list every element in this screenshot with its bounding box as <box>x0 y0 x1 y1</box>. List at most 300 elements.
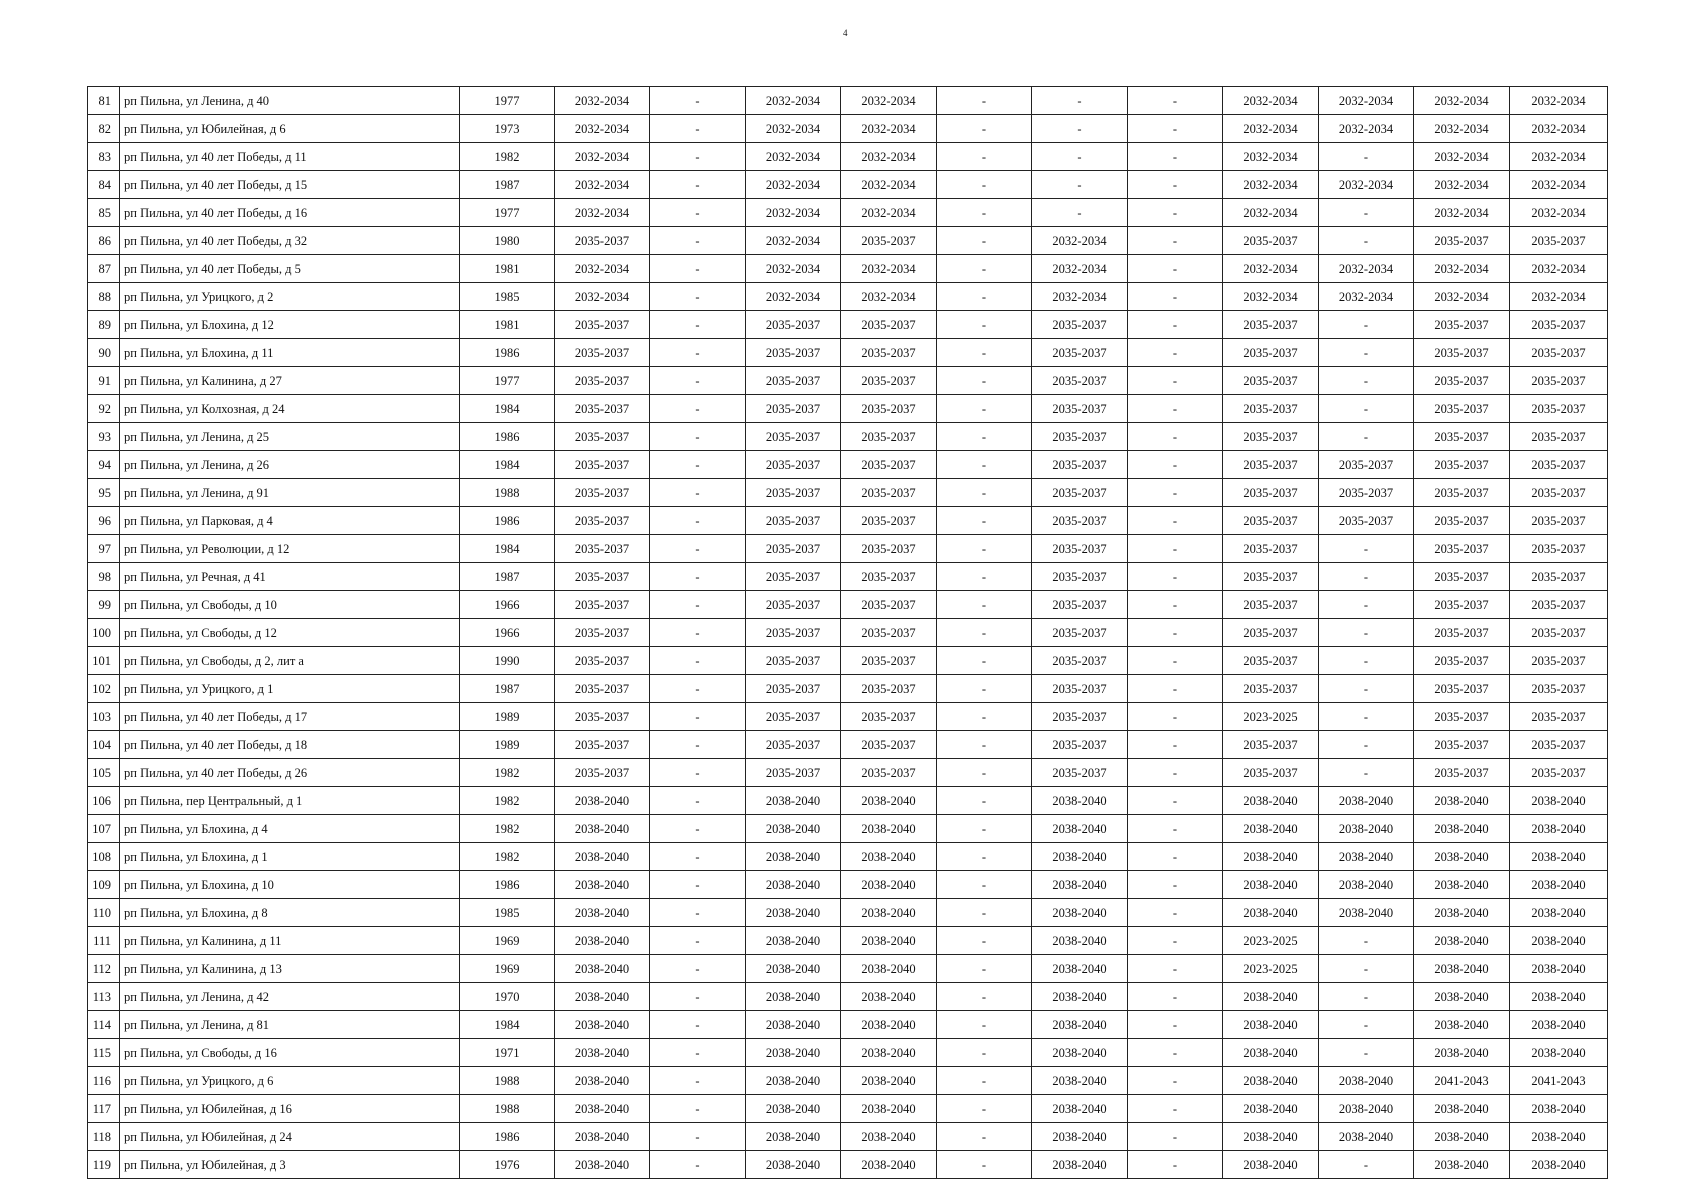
cell-build-year: 1987 <box>460 563 555 591</box>
cell-work-period-4: 2038-2040 <box>841 815 937 843</box>
cell-work-period-8: 2035-2037 <box>1223 675 1319 703</box>
cell-work-period-7: - <box>1128 143 1223 171</box>
cell-work-period-4: 2035-2037 <box>841 311 937 339</box>
cell-work-period-2: - <box>650 815 746 843</box>
cell-build-year: 1984 <box>460 395 555 423</box>
cell-work-period-2: - <box>650 339 746 367</box>
cell-address: рп Пильна, ул Блохина, д 1 <box>120 843 460 871</box>
cell-work-period-7: - <box>1128 395 1223 423</box>
cell-work-period-5: - <box>937 311 1032 339</box>
cell-work-period-9: - <box>1319 199 1414 227</box>
cell-address: рп Пильна, ул Свободы, д 10 <box>120 591 460 619</box>
cell-address: рп Пильна, ул Юбилейная, д 6 <box>120 115 460 143</box>
cell-work-period-3: 2035-2037 <box>746 479 841 507</box>
table-row <box>88 1095 1608 1123</box>
cell-work-period-5: - <box>937 927 1032 955</box>
cell-row-number: 114 <box>88 1011 120 1039</box>
cell-work-period-8: 2038-2040 <box>1223 899 1319 927</box>
cell-work-period-6: 2035-2037 <box>1032 507 1128 535</box>
cell-row-number: 118 <box>88 1123 120 1151</box>
cell-work-period-9: - <box>1319 1011 1414 1039</box>
cell-work-period-6: 2035-2037 <box>1032 479 1128 507</box>
cell-address: рп Пильна, ул Ленина, д 91 <box>120 479 460 507</box>
cell-work-period-4: 2035-2037 <box>841 451 937 479</box>
cell-work-period-2: - <box>650 395 746 423</box>
cell-work-period-3: 2038-2040 <box>746 843 841 871</box>
cell-build-year: 1987 <box>460 171 555 199</box>
table-body <box>88 87 1608 1179</box>
cell-work-period-10: 2035-2037 <box>1414 367 1510 395</box>
cell-work-period-1: 2038-2040 <box>555 955 650 983</box>
cell-work-period-4: 2035-2037 <box>841 731 937 759</box>
cell-work-period-5: - <box>937 367 1032 395</box>
cell-work-period-2: - <box>650 899 746 927</box>
cell-work-period-11: 2038-2040 <box>1510 1123 1608 1151</box>
cell-work-period-5: - <box>937 535 1032 563</box>
cell-work-period-8: 2032-2034 <box>1223 283 1319 311</box>
cell-work-period-5: - <box>937 171 1032 199</box>
cell-work-period-4: 2038-2040 <box>841 1123 937 1151</box>
cell-work-period-8: 2035-2037 <box>1223 507 1319 535</box>
cell-row-number: 93 <box>88 423 120 451</box>
table-row <box>88 395 1608 423</box>
cell-work-period-8: 2035-2037 <box>1223 731 1319 759</box>
cell-work-period-4: 2035-2037 <box>841 591 937 619</box>
cell-work-period-4: 2032-2034 <box>841 143 937 171</box>
cell-build-year: 1977 <box>460 199 555 227</box>
cell-address: рп Пильна, ул Ленина, д 25 <box>120 423 460 451</box>
cell-work-period-9: - <box>1319 395 1414 423</box>
cell-work-period-6: 2035-2037 <box>1032 367 1128 395</box>
cell-work-period-3: 2032-2034 <box>746 283 841 311</box>
cell-work-period-9: - <box>1319 143 1414 171</box>
cell-address: рп Пильна, ул Юбилейная, д 3 <box>120 1151 460 1179</box>
cell-row-number: 84 <box>88 171 120 199</box>
cell-work-period-2: - <box>650 199 746 227</box>
cell-work-period-1: 2038-2040 <box>555 843 650 871</box>
cell-work-period-5: - <box>937 731 1032 759</box>
cell-address: рп Пильна, ул Ленина, д 40 <box>120 87 460 115</box>
cell-work-period-7: - <box>1128 1011 1223 1039</box>
cell-work-period-9: 2032-2034 <box>1319 115 1414 143</box>
cell-build-year: 1971 <box>460 1039 555 1067</box>
cell-work-period-6: 2038-2040 <box>1032 955 1128 983</box>
cell-row-number: 86 <box>88 227 120 255</box>
cell-work-period-10: 2032-2034 <box>1414 115 1510 143</box>
cell-work-period-10: 2032-2034 <box>1414 87 1510 115</box>
cell-row-number: 108 <box>88 843 120 871</box>
cell-work-period-6: - <box>1032 87 1128 115</box>
cell-row-number: 105 <box>88 759 120 787</box>
cell-work-period-7: - <box>1128 255 1223 283</box>
cell-work-period-10: 2035-2037 <box>1414 731 1510 759</box>
table-row <box>88 787 1608 815</box>
cell-address: рп Пильна, ул Калинина, д 11 <box>120 927 460 955</box>
cell-work-period-6: 2035-2037 <box>1032 731 1128 759</box>
cell-work-period-7: - <box>1128 815 1223 843</box>
cell-work-period-10: 2038-2040 <box>1414 1123 1510 1151</box>
cell-build-year: 1973 <box>460 115 555 143</box>
cell-work-period-7: - <box>1128 703 1223 731</box>
cell-work-period-1: 2038-2040 <box>555 1151 650 1179</box>
cell-work-period-8: 2038-2040 <box>1223 815 1319 843</box>
cell-work-period-5: - <box>937 871 1032 899</box>
cell-work-period-7: - <box>1128 339 1223 367</box>
cell-work-period-11: 2035-2037 <box>1510 479 1608 507</box>
cell-build-year: 1986 <box>460 423 555 451</box>
cell-work-period-1: 2032-2034 <box>555 143 650 171</box>
cell-address: рп Пильна, ул 40 лет Победы, д 18 <box>120 731 460 759</box>
cell-work-period-6: 2038-2040 <box>1032 1151 1128 1179</box>
cell-work-period-1: 2032-2034 <box>555 199 650 227</box>
cell-work-period-9: 2032-2034 <box>1319 87 1414 115</box>
cell-work-period-6: - <box>1032 115 1128 143</box>
cell-work-period-11: 2035-2037 <box>1510 451 1608 479</box>
cell-work-period-7: - <box>1128 983 1223 1011</box>
cell-row-number: 109 <box>88 871 120 899</box>
cell-work-period-3: 2035-2037 <box>746 703 841 731</box>
cell-build-year: 1988 <box>460 1067 555 1095</box>
cell-work-period-11: 2035-2037 <box>1510 703 1608 731</box>
cell-work-period-7: - <box>1128 759 1223 787</box>
cell-work-period-11: 2038-2040 <box>1510 983 1608 1011</box>
cell-build-year: 1982 <box>460 759 555 787</box>
cell-work-period-3: 2035-2037 <box>746 423 841 451</box>
cell-work-period-3: 2038-2040 <box>746 1039 841 1067</box>
cell-work-period-4: 2038-2040 <box>841 1151 937 1179</box>
cell-work-period-9: - <box>1319 591 1414 619</box>
cell-work-period-3: 2032-2034 <box>746 115 841 143</box>
cell-row-number: 106 <box>88 787 120 815</box>
cell-work-period-7: - <box>1128 619 1223 647</box>
cell-work-period-4: 2032-2034 <box>841 199 937 227</box>
cell-work-period-6: 2032-2034 <box>1032 255 1128 283</box>
cell-work-period-8: 2035-2037 <box>1223 535 1319 563</box>
cell-work-period-9: - <box>1319 563 1414 591</box>
cell-work-period-6: - <box>1032 143 1128 171</box>
cell-work-period-3: 2038-2040 <box>746 1011 841 1039</box>
cell-work-period-2: - <box>650 563 746 591</box>
cell-row-number: 101 <box>88 647 120 675</box>
cell-work-period-7: - <box>1128 535 1223 563</box>
cell-work-period-11: 2038-2040 <box>1510 927 1608 955</box>
cell-address: рп Пильна, ул 40 лет Победы, д 26 <box>120 759 460 787</box>
cell-build-year: 1990 <box>460 647 555 675</box>
cell-row-number: 115 <box>88 1039 120 1067</box>
cell-work-period-2: - <box>650 171 746 199</box>
cell-work-period-5: - <box>937 647 1032 675</box>
table-row <box>88 479 1608 507</box>
cell-work-period-3: 2035-2037 <box>746 395 841 423</box>
cell-work-period-1: 2035-2037 <box>555 759 650 787</box>
cell-work-period-9: 2038-2040 <box>1319 871 1414 899</box>
cell-work-period-8: 2035-2037 <box>1223 227 1319 255</box>
cell-work-period-10: 2035-2037 <box>1414 507 1510 535</box>
schedule-table <box>87 86 1608 1179</box>
cell-work-period-10: 2035-2037 <box>1414 563 1510 591</box>
cell-row-number: 110 <box>88 899 120 927</box>
cell-work-period-11: 2032-2034 <box>1510 171 1608 199</box>
table-row <box>88 955 1608 983</box>
cell-work-period-7: - <box>1128 731 1223 759</box>
cell-work-period-10: 2038-2040 <box>1414 1039 1510 1067</box>
cell-work-period-5: - <box>937 507 1032 535</box>
cell-work-period-7: - <box>1128 115 1223 143</box>
cell-build-year: 1982 <box>460 815 555 843</box>
cell-address: рп Пильна, ул Блохина, д 11 <box>120 339 460 367</box>
cell-work-period-1: 2038-2040 <box>555 1039 650 1067</box>
cell-work-period-11: 2035-2037 <box>1510 675 1608 703</box>
cell-work-period-8: 2023-2025 <box>1223 927 1319 955</box>
cell-row-number: 99 <box>88 591 120 619</box>
cell-work-period-8: 2038-2040 <box>1223 1151 1319 1179</box>
cell-work-period-5: - <box>937 619 1032 647</box>
cell-work-period-6: 2035-2037 <box>1032 703 1128 731</box>
cell-work-period-3: 2038-2040 <box>746 1095 841 1123</box>
cell-row-number: 89 <box>88 311 120 339</box>
cell-work-period-2: - <box>650 675 746 703</box>
cell-work-period-11: 2038-2040 <box>1510 1011 1608 1039</box>
cell-work-period-6: 2035-2037 <box>1032 311 1128 339</box>
cell-address: рп Пильна, ул Блохина, д 10 <box>120 871 460 899</box>
cell-work-period-7: - <box>1128 899 1223 927</box>
cell-build-year: 1981 <box>460 255 555 283</box>
cell-work-period-10: 2032-2034 <box>1414 199 1510 227</box>
cell-work-period-2: - <box>650 983 746 1011</box>
cell-work-period-7: - <box>1128 1095 1223 1123</box>
cell-work-period-2: - <box>650 1067 746 1095</box>
cell-work-period-2: - <box>650 1095 746 1123</box>
cell-work-period-3: 2035-2037 <box>746 311 841 339</box>
cell-work-period-1: 2035-2037 <box>555 395 650 423</box>
table-row <box>88 591 1608 619</box>
cell-address: рп Пильна, ул Урицкого, д 6 <box>120 1067 460 1095</box>
cell-address: рп Пильна, ул Революции, д 12 <box>120 535 460 563</box>
table-row <box>88 1011 1608 1039</box>
table-row <box>88 759 1608 787</box>
cell-row-number: 119 <box>88 1151 120 1179</box>
cell-work-period-6: 2035-2037 <box>1032 619 1128 647</box>
cell-build-year: 1984 <box>460 535 555 563</box>
cell-work-period-10: 2041-2043 <box>1414 1067 1510 1095</box>
cell-work-period-5: - <box>937 955 1032 983</box>
cell-work-period-2: - <box>650 731 746 759</box>
cell-work-period-1: 2035-2037 <box>555 675 650 703</box>
table-row <box>88 647 1608 675</box>
cell-work-period-8: 2035-2037 <box>1223 367 1319 395</box>
cell-work-period-2: - <box>650 115 746 143</box>
cell-work-period-6: 2038-2040 <box>1032 787 1128 815</box>
cell-work-period-7: - <box>1128 171 1223 199</box>
cell-build-year: 1980 <box>460 227 555 255</box>
cell-build-year: 1969 <box>460 927 555 955</box>
cell-work-period-5: - <box>937 843 1032 871</box>
cell-address: рп Пильна, ул Блохина, д 8 <box>120 899 460 927</box>
cell-work-period-11: 2035-2037 <box>1510 647 1608 675</box>
cell-work-period-7: - <box>1128 1039 1223 1067</box>
cell-work-period-7: - <box>1128 227 1223 255</box>
cell-row-number: 92 <box>88 395 120 423</box>
table-row <box>88 283 1608 311</box>
cell-work-period-9: - <box>1319 311 1414 339</box>
cell-work-period-6: 2038-2040 <box>1032 1039 1128 1067</box>
cell-work-period-2: - <box>650 535 746 563</box>
cell-work-period-11: 2035-2037 <box>1510 395 1608 423</box>
cell-build-year: 1988 <box>460 479 555 507</box>
cell-work-period-4: 2035-2037 <box>841 647 937 675</box>
cell-work-period-7: - <box>1128 1123 1223 1151</box>
page-number: 4 <box>843 28 848 38</box>
cell-work-period-4: 2032-2034 <box>841 115 937 143</box>
cell-work-period-3: 2032-2034 <box>746 171 841 199</box>
cell-work-period-2: - <box>650 843 746 871</box>
cell-work-period-9: - <box>1319 927 1414 955</box>
cell-address: рп Пильна, ул 40 лет Победы, д 11 <box>120 143 460 171</box>
cell-work-period-1: 2032-2034 <box>555 87 650 115</box>
cell-work-period-7: - <box>1128 367 1223 395</box>
cell-work-period-3: 2035-2037 <box>746 591 841 619</box>
cell-work-period-6: 2038-2040 <box>1032 927 1128 955</box>
cell-work-period-10: 2038-2040 <box>1414 787 1510 815</box>
cell-work-period-8: 2035-2037 <box>1223 759 1319 787</box>
cell-work-period-11: 2035-2037 <box>1510 367 1608 395</box>
cell-work-period-7: - <box>1128 283 1223 311</box>
cell-work-period-3: 2035-2037 <box>746 563 841 591</box>
cell-work-period-11: 2032-2034 <box>1510 87 1608 115</box>
table-row <box>88 451 1608 479</box>
cell-work-period-5: - <box>937 703 1032 731</box>
cell-work-period-10: 2035-2037 <box>1414 703 1510 731</box>
cell-work-period-6: 2035-2037 <box>1032 451 1128 479</box>
cell-address: рп Пильна, ул Ленина, д 42 <box>120 983 460 1011</box>
cell-work-period-4: 2038-2040 <box>841 983 937 1011</box>
cell-work-period-3: 2038-2040 <box>746 1067 841 1095</box>
cell-work-period-1: 2038-2040 <box>555 1095 650 1123</box>
cell-work-period-4: 2035-2037 <box>841 563 937 591</box>
cell-work-period-4: 2035-2037 <box>841 703 937 731</box>
cell-work-period-2: - <box>650 703 746 731</box>
cell-work-period-3: 2035-2037 <box>746 535 841 563</box>
cell-work-period-10: 2035-2037 <box>1414 647 1510 675</box>
cell-work-period-2: - <box>650 1151 746 1179</box>
cell-work-period-8: 2035-2037 <box>1223 423 1319 451</box>
table-row <box>88 843 1608 871</box>
cell-work-period-4: 2035-2037 <box>841 619 937 647</box>
cell-work-period-4: 2038-2040 <box>841 871 937 899</box>
cell-work-period-2: - <box>650 1011 746 1039</box>
table-row <box>88 507 1608 535</box>
cell-work-period-7: - <box>1128 1067 1223 1095</box>
cell-work-period-9: - <box>1319 227 1414 255</box>
cell-work-period-11: 2038-2040 <box>1510 843 1608 871</box>
cell-row-number: 83 <box>88 143 120 171</box>
cell-work-period-6: 2035-2037 <box>1032 591 1128 619</box>
cell-work-period-3: 2032-2034 <box>746 227 841 255</box>
cell-work-period-8: 2035-2037 <box>1223 395 1319 423</box>
cell-build-year: 1976 <box>460 1151 555 1179</box>
cell-work-period-10: 2038-2040 <box>1414 1095 1510 1123</box>
cell-work-period-8: 2032-2034 <box>1223 199 1319 227</box>
cell-work-period-1: 2038-2040 <box>555 1067 650 1095</box>
cell-address: рп Пильна, ул Свободы, д 2, лит а <box>120 647 460 675</box>
cell-work-period-11: 2038-2040 <box>1510 899 1608 927</box>
cell-work-period-11: 2035-2037 <box>1510 619 1608 647</box>
cell-work-period-9: 2038-2040 <box>1319 815 1414 843</box>
cell-work-period-3: 2035-2037 <box>746 759 841 787</box>
cell-work-period-6: 2035-2037 <box>1032 423 1128 451</box>
cell-work-period-1: 2038-2040 <box>555 899 650 927</box>
cell-work-period-1: 2038-2040 <box>555 871 650 899</box>
cell-work-period-2: - <box>650 143 746 171</box>
cell-work-period-11: 2038-2040 <box>1510 955 1608 983</box>
cell-build-year: 1985 <box>460 283 555 311</box>
cell-work-period-5: - <box>937 283 1032 311</box>
cell-work-period-2: - <box>650 647 746 675</box>
cell-work-period-7: - <box>1128 927 1223 955</box>
cell-work-period-9: - <box>1319 675 1414 703</box>
cell-work-period-7: - <box>1128 479 1223 507</box>
table-row <box>88 1067 1608 1095</box>
cell-row-number: 117 <box>88 1095 120 1123</box>
cell-work-period-5: - <box>937 563 1032 591</box>
cell-work-period-10: 2035-2037 <box>1414 479 1510 507</box>
cell-work-period-6: 2035-2037 <box>1032 675 1128 703</box>
table-row <box>88 927 1608 955</box>
cell-work-period-11: 2035-2037 <box>1510 591 1608 619</box>
table-row <box>88 815 1608 843</box>
cell-work-period-3: 2035-2037 <box>746 507 841 535</box>
cell-work-period-2: - <box>650 955 746 983</box>
table-row <box>88 339 1608 367</box>
cell-work-period-11: 2035-2037 <box>1510 759 1608 787</box>
cell-work-period-2: - <box>650 227 746 255</box>
cell-work-period-10: 2035-2037 <box>1414 423 1510 451</box>
cell-work-period-6: 2035-2037 <box>1032 647 1128 675</box>
cell-work-period-11: 2038-2040 <box>1510 787 1608 815</box>
cell-work-period-3: 2038-2040 <box>746 787 841 815</box>
cell-work-period-2: - <box>650 87 746 115</box>
cell-work-period-11: 2035-2037 <box>1510 311 1608 339</box>
cell-build-year: 1986 <box>460 339 555 367</box>
cell-work-period-1: 2035-2037 <box>555 507 650 535</box>
cell-work-period-1: 2035-2037 <box>555 339 650 367</box>
cell-work-period-8: 2038-2040 <box>1223 1123 1319 1151</box>
table-row <box>88 1123 1608 1151</box>
cell-work-period-9: 2038-2040 <box>1319 899 1414 927</box>
cell-work-period-2: - <box>650 871 746 899</box>
table-row <box>88 983 1608 1011</box>
cell-row-number: 103 <box>88 703 120 731</box>
table-row <box>88 199 1608 227</box>
cell-work-period-1: 2032-2034 <box>555 283 650 311</box>
cell-row-number: 107 <box>88 815 120 843</box>
cell-work-period-4: 2038-2040 <box>841 955 937 983</box>
cell-work-period-9: 2035-2037 <box>1319 479 1414 507</box>
cell-build-year: 1988 <box>460 1095 555 1123</box>
cell-work-period-4: 2038-2040 <box>841 1039 937 1067</box>
cell-work-period-10: 2038-2040 <box>1414 1011 1510 1039</box>
table-row <box>88 227 1608 255</box>
cell-build-year: 1982 <box>460 843 555 871</box>
table-row <box>88 87 1608 115</box>
cell-work-period-1: 2035-2037 <box>555 227 650 255</box>
cell-work-period-11: 2038-2040 <box>1510 871 1608 899</box>
cell-work-period-11: 2032-2034 <box>1510 283 1608 311</box>
cell-work-period-6: 2038-2040 <box>1032 1011 1128 1039</box>
cell-work-period-9: - <box>1319 647 1414 675</box>
cell-work-period-10: 2035-2037 <box>1414 339 1510 367</box>
cell-row-number: 100 <box>88 619 120 647</box>
